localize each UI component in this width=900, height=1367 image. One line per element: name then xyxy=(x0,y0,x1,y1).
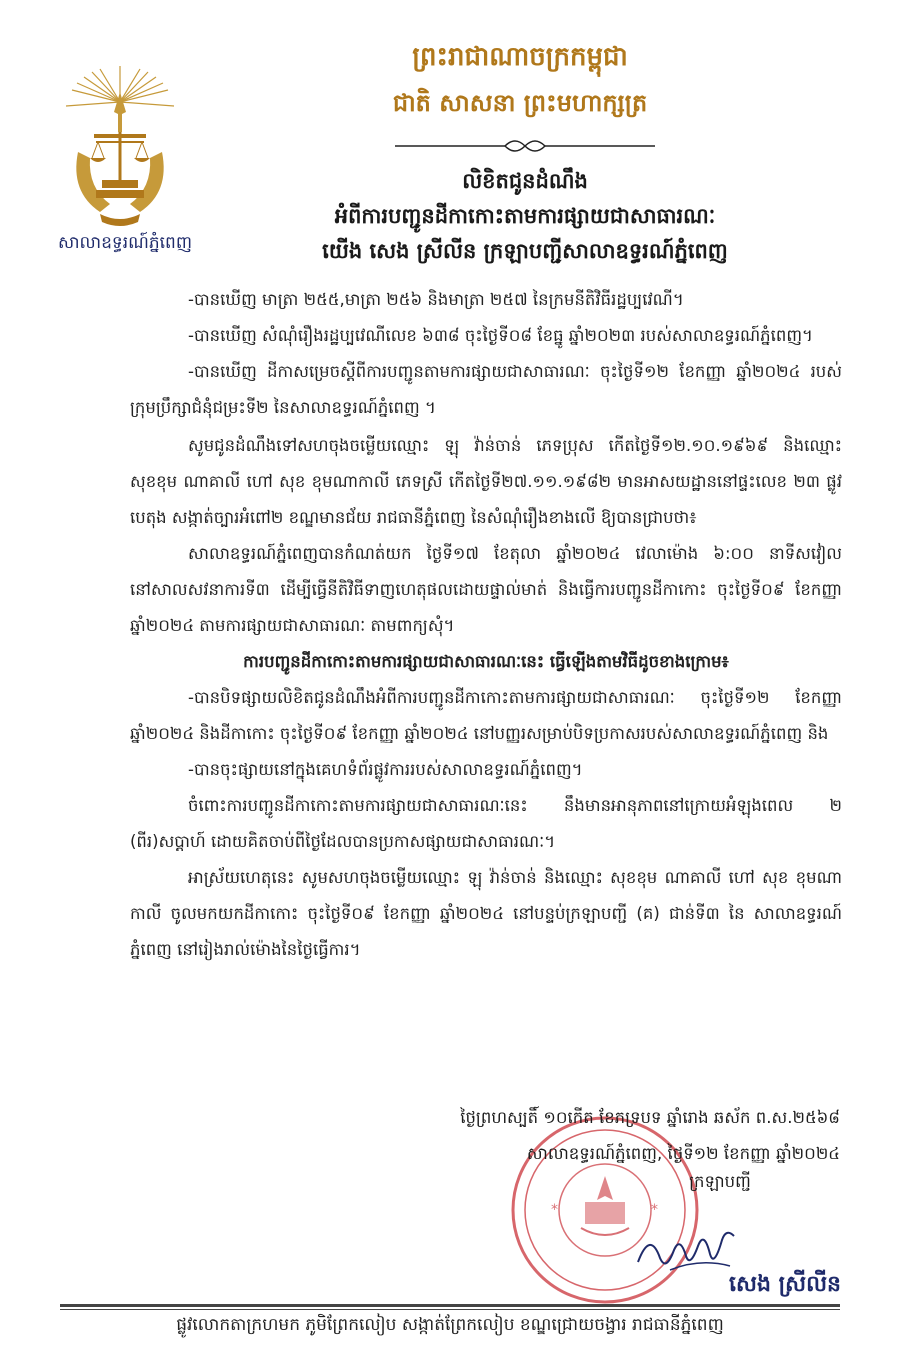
document-title: លិខិតជូនដំណឹង xyxy=(462,169,588,193)
document-body xyxy=(130,282,842,968)
paragraph-7: -បានបិទផ្សាយលិខិតជូនដំណឹងអំពីការបញ្ជូនដីកាកោះតាមការផ្សាយជាសាធារណៈ ចុះថ្ងៃទី១២ ខែកញ្ញា ឆ្នាំ២០២៤ និងដីកាកោះ ចុះថ្ងៃទី០៩ ខែកញ្ញា ឆ្នាំ២០២៤ នៅបញ្ញរសម្រាប់បិទប្រកាសរបស់សាលាឧទ្ធរណ៍ភ្នំពេញ និង xyxy=(130,688,842,743)
date-block xyxy=(400,1100,840,1172)
kingdom-heading: ព្រះរាជាណាចក្រកម្ពុជា xyxy=(412,42,628,72)
paragraph-3: -បានឃើញ ដីកាសម្រេចស្តីពីការបញ្ជូនតាមការផ្សាយជាសាធារណៈ ចុះថ្ងៃទី១២ ខែកញ្ញា ឆ្នាំ២០២៤ របស់ក្រុមប្រឹក្សាជំនុំជម្រះទី២ នៃសាលាឧទ្ធរណ៍ភ្នំពេញ ។ xyxy=(130,362,842,417)
paragraph-5: សាលាឧទ្ធរណ៍ភ្នំពេញបានកំណត់យក ថ្ងៃទី១៧ ខែតុលា ឆ្នាំ២០២៤ វេលាម៉ោង ៦:០០ នាទីសវៀល នៅសាលសវនាការទី៣ ដើម្បីធ្វើនីតិវិធីទាញហេតុផលដោយផ្ទាល់មាត់ និងធ្វើការបញ្ជូនដីកាកោះ ចុះថ្ងៃទី០៩ ខែកញ្ញា ឆ្នាំ២០២៤ តាមការផ្សាយជាសាធារណៈ តាមពាក្យសុំ។ xyxy=(130,544,842,635)
lunar-date: ថ្ងៃព្រហស្បតិ៍ ១០កើត ខែភទ្របទ ឆ្នាំរោង ឆស័ក ព.ស.២៥៦៨ xyxy=(460,1108,840,1127)
paragraph-10: អាស្រ័យហេតុនេះ សូមសហចុងចម្លើយឈ្មោះ ឡុ វ៉ាន់ចាន់ និងឈ្មោះ សុខខុម ណាគាលី ហៅ សុខ ខុមណាកាលី ចូលមកយកដីកាកោះ ចុះថ្ងៃទី០៩ ខែកញ្ញា ឆ្នាំ២០២៤ នៅបន្ទប់ក្រឡាបញ្ជី (គ) ជាន់ទី៣ នៃ សាលាឧទ្ធរណ៍ភ្នំពេញ នៅរៀងរាល់ម៉ោងនៃថ្ងៃធ្វើការ។ xyxy=(130,868,842,959)
paragraph-6: ការបញ្ជូនដីកាកោះតាមការផ្សាយជាសាធារណៈនេះ ធ្វើឡើងតាមវិធីដូចខាងក្រោម៖ xyxy=(243,652,729,671)
court-name-label: សាលាឧទ្ធរណ៍ភ្នំពេញ xyxy=(57,233,193,253)
signer-role: ក្រឡាបញ្ជី xyxy=(689,1172,751,1191)
ornament-divider-icon xyxy=(395,136,655,156)
court-emblem-icon xyxy=(60,62,180,232)
paragraph-2: -បានឃើញ សំណុំរឿងរដ្ឋប្បវេណីលេខ ៦៣៨ ចុះថ្ងៃទី០៨ ខែធ្នូ ឆ្នាំ២០២៣ របស់សាលាឧទ្ធរណ៍ភ្នំពេញ។ xyxy=(188,326,813,345)
footer-rule-thick xyxy=(60,1304,840,1307)
svg-text:*: * xyxy=(651,1202,658,1218)
svg-text:*: * xyxy=(551,1202,558,1218)
document-subject: អំពីការបញ្ជូនដីកាកោះតាមការផ្សាយជាសាធារណៈ xyxy=(334,204,716,228)
issuer-line: យើង សេង ស្រីលីន ក្រឡាបញ្ជីសាលាឧទ្ធរណ៍ភ្នំពេញ xyxy=(322,239,728,263)
place-and-date: សាលាឧទ្ធរណ៍ភ្នំពេញ, ថ្ងៃទី១២ ខែកញ្ញា ឆ្នាំ២០២៤ xyxy=(526,1144,840,1163)
signer-name: សេង ស្រីលីន xyxy=(729,1272,841,1297)
paragraph-9: ចំពោះការបញ្ជូនដីកាកោះតាមការផ្សាយជាសាធារណៈនេះ នឹងមានអានុភាពនៅក្រោយអំឡុងពេល ២ (ពីរ)សប្តាហ៍ ដោយគិតចាប់ពីថ្ងៃដែលបានប្រកាសផ្សាយជាសាធារណៈ។ xyxy=(130,796,842,851)
paragraph-8: -បានចុះផ្សាយនៅក្នុងគេហទំព័រផ្លូវការរបស់សាលាឧទ្ធរណ៍ភ្នំពេញ។ xyxy=(188,760,583,779)
national-motto: ជាតិ សាសនា ព្រះមហាក្សត្រ xyxy=(392,89,648,117)
paragraph-4: សូមជូនដំណឹងទៅសហចុងចម្លើយឈ្មោះ ឡុ វ៉ាន់ចាន់ ភេទប្រុស កើតថ្ងៃទី១២.១០.១៩៦៩ និងឈ្មោះ សុខខុម ណាគាលី ហៅ សុខ ខុមណាកាលី ភេទស្រី កើតថ្ងៃទី២៧.១១.១៩៨២ មានអាសយដ្ឋាននៅផ្ទះលេខ ២៣ ផ្លូវបេតុង សង្កាត់ច្បារអំពៅ២ ខណ្ឌមានជ័យ រាជធានីភ្នំពេញ នៃសំណុំរឿងខាងលើ ឱ្យបានជ្រាបថា៖ xyxy=(130,436,842,527)
footer-address: ផ្លូវលោកតាក្រហមក ភូមិព្រែកលៀប សង្កាត់ព្រែកលៀប ខណ្ឌជ្រោយចង្វារ រាជធានីភ្នំពេញ xyxy=(176,1315,724,1335)
footer-rule-thin xyxy=(60,1309,840,1310)
paragraph-1: -បានឃើញ មាត្រា ២៥៥,មាត្រា ២៥៦ និងមាត្រា ២៥៧ នៃក្រមនីតិវិធីរដ្ឋប្បវេណី។ xyxy=(188,290,684,309)
